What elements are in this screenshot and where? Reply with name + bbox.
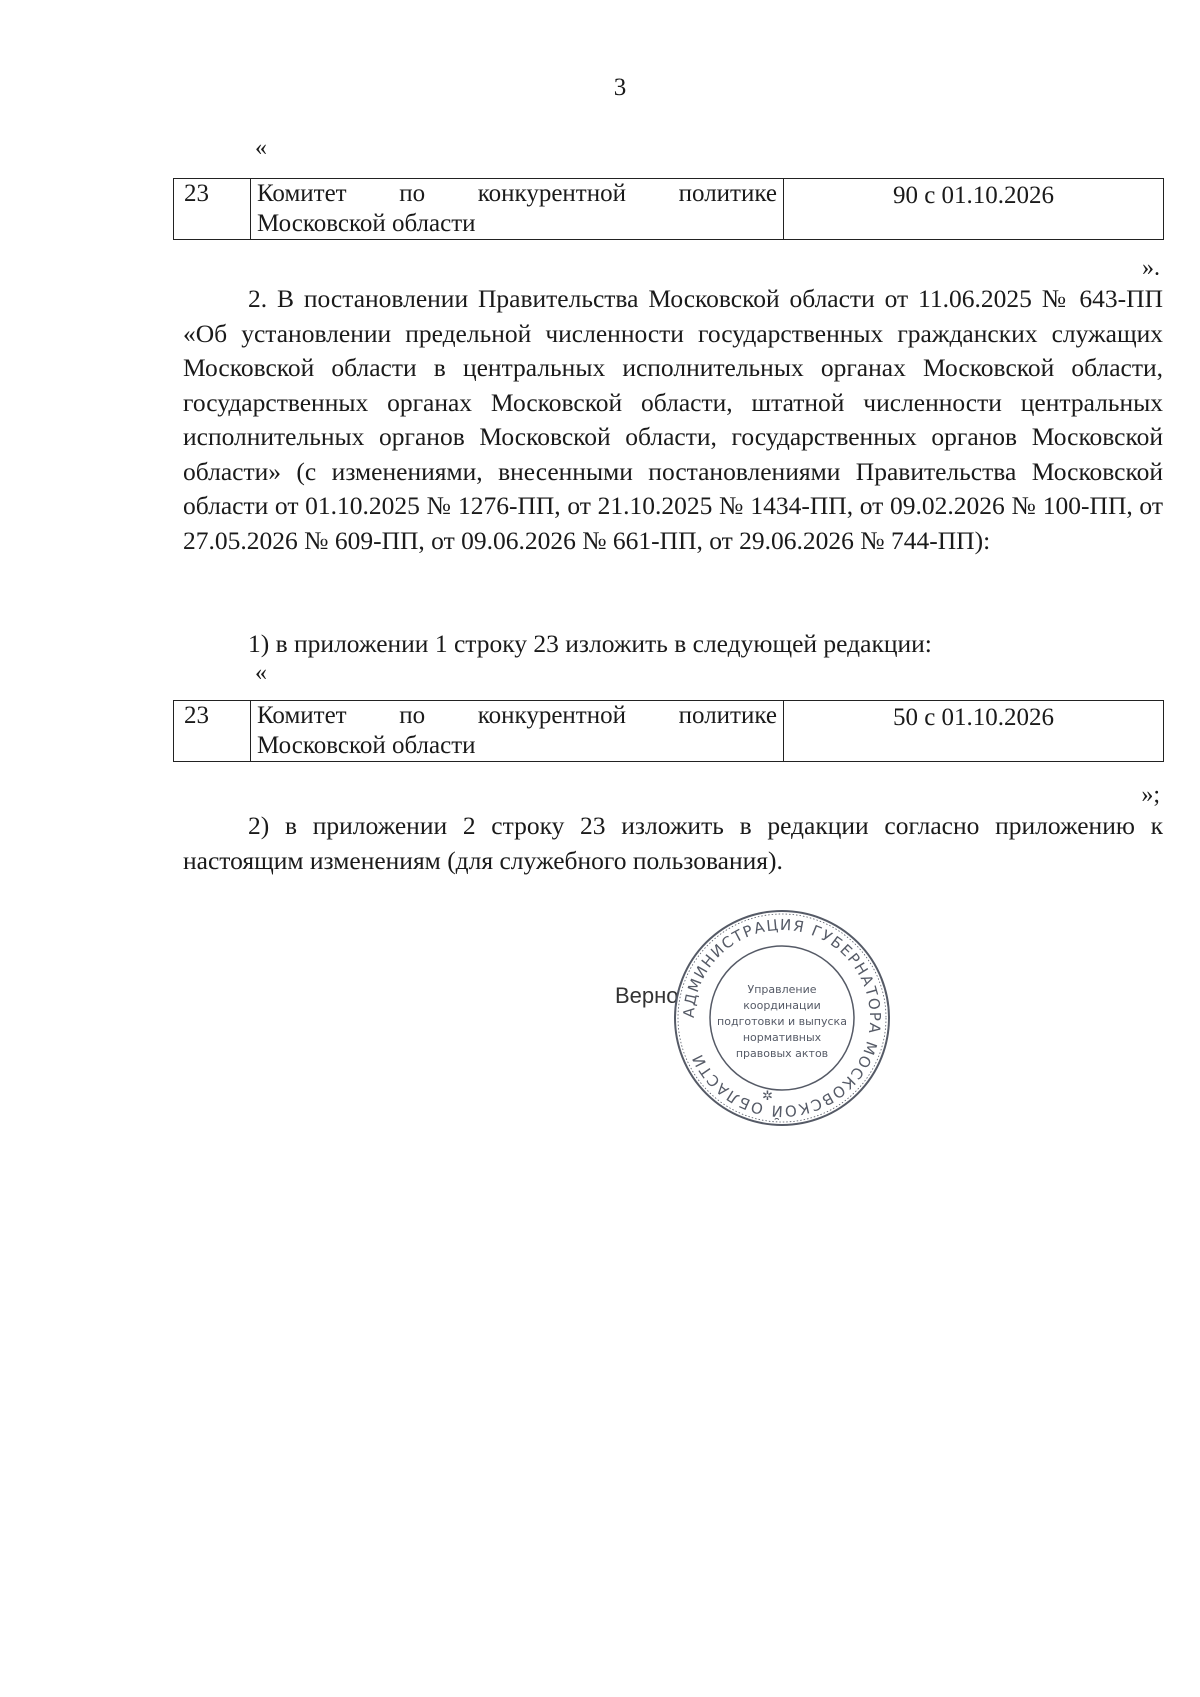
row-value: 50 с 01.10.2026 bbox=[784, 701, 1164, 762]
row-name bbox=[251, 179, 784, 240]
open-quote-1: « bbox=[255, 135, 267, 161]
word: политике bbox=[678, 180, 777, 207]
stamp-line: нормативных bbox=[742, 1031, 822, 1044]
row-name bbox=[251, 701, 784, 762]
word: конкурентной bbox=[477, 180, 626, 207]
word: Комитет bbox=[257, 702, 347, 729]
word: Комитет bbox=[257, 180, 347, 207]
paragraph-2-2 bbox=[183, 809, 1163, 878]
row-number: 23 bbox=[174, 701, 251, 762]
table-row-23-first bbox=[173, 178, 1164, 240]
word: по bbox=[399, 180, 426, 207]
paragraph-2-2-text: 2) в приложении 2 строку 23 изложить в редакции согласно приложению к настоящим изменениям (для служебного пользования). bbox=[183, 811, 1163, 875]
paragraph-2-1 bbox=[183, 627, 1163, 662]
stamp-ring-text: АДМИНИСТРАЦИЯ ГУБЕРНАТОРА МОСКОВСКОЙ ОБЛАСТИ bbox=[679, 915, 885, 1121]
close-quote-2: »; bbox=[1141, 782, 1160, 808]
stamp-line: Управление bbox=[747, 983, 817, 996]
word: по bbox=[399, 702, 426, 729]
paragraph-2-1-text: 1) в приложении 1 строку 23 изложить в следующей редакции: bbox=[248, 629, 932, 658]
close-quote-1: ». bbox=[1142, 255, 1160, 281]
official-stamp bbox=[672, 908, 892, 1128]
page-number: 3 bbox=[613, 74, 627, 101]
stamp-line: подготовки и выпуска bbox=[717, 1015, 847, 1028]
table-row-23-second bbox=[173, 700, 1164, 762]
stamp-line: правовых актов bbox=[735, 1047, 829, 1060]
word: политике bbox=[678, 702, 777, 729]
open-quote-2: « bbox=[255, 660, 267, 686]
table-row bbox=[174, 179, 1164, 240]
paragraph-2-text: 2. В постановлении Правительства Московской области от 11.06.2025 № 643-ПП «Об установлении предельной численности государственных гражданских служащих Московской области в центральных исполнительных органах Московской области, государственных органах Московской области, штатной численности центральных исполнительных органов Московской области, государственных органов Московской области» (с изменениями, внесенными постановлениями Правительства Московской области от 01.10.2025 № 1276-ПП, от 21.10.2025 № 1434-ПП, от 09.02.2026 № 100-ПП, от 27.05.2026 № 609-ПП, от 09.06.2026 № 661-ПП, от 29.06.2026 № 744-ПП): bbox=[183, 284, 1163, 555]
paragraph-2 bbox=[183, 282, 1163, 558]
row-number: 23 bbox=[174, 179, 251, 240]
row-value: 90 с 01.10.2026 bbox=[784, 179, 1164, 240]
verno-label: Верно bbox=[615, 983, 679, 1008]
row-name-line2: Московской области bbox=[257, 732, 476, 759]
row-name-line2: Московской области bbox=[257, 210, 476, 237]
word: конкурентной bbox=[477, 702, 626, 729]
table-row bbox=[174, 701, 1164, 762]
stamp-star-icon: ✲ bbox=[762, 1088, 773, 1103]
stamp-line: координации bbox=[743, 999, 821, 1012]
